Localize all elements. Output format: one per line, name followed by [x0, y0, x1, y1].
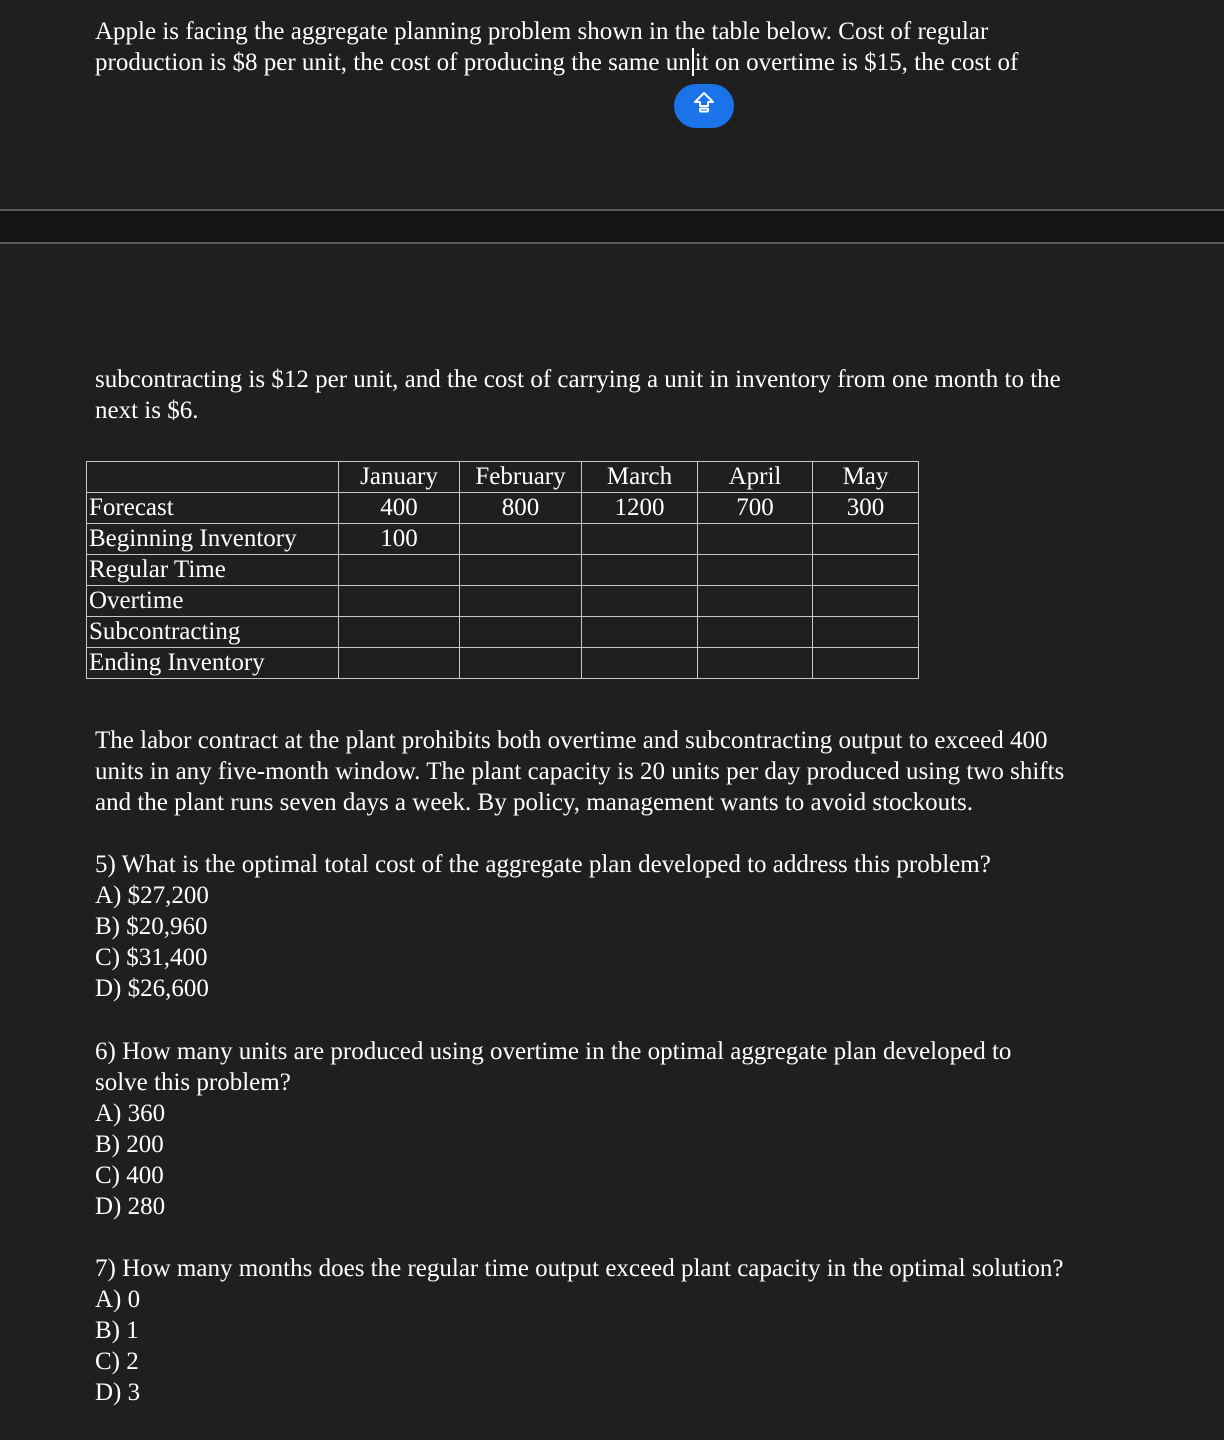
table-cell: 300: [813, 493, 919, 524]
intro-line-2-end: it on overtime is $15, the cost of: [694, 49, 1019, 76]
month-header: January: [339, 462, 460, 493]
table-cell: [582, 524, 698, 555]
intro-continued-line-2: next is $6.: [95, 397, 199, 424]
divider-band: [0, 209, 1224, 244]
table-row-ending-inventory: [87, 648, 919, 679]
table-cell: [339, 555, 460, 586]
question-6-option-a: A) 360: [95, 1100, 166, 1127]
question-5-option-a: A) $27,200: [95, 882, 209, 909]
table-cell: [813, 617, 919, 648]
table-cell: [813, 555, 919, 586]
table-row-subcontracting: [87, 617, 919, 648]
table-cell: [460, 617, 582, 648]
question-7-option-b: B) 1: [95, 1317, 139, 1344]
question-7-option-c: C) 2: [95, 1348, 139, 1375]
table-cell: [698, 524, 813, 555]
scroll-up-button[interactable]: [674, 84, 734, 128]
row-label: Subcontracting: [87, 617, 339, 648]
table-cell: [813, 586, 919, 617]
table-cell: 800: [460, 493, 582, 524]
table-cell: [582, 586, 698, 617]
constraints-line-3: and the plant runs seven days a week. By policy, management wants to avoid stockouts.: [95, 789, 974, 816]
table-cell: [460, 524, 582, 555]
row-label: Forecast: [87, 493, 339, 524]
month-header: March: [582, 462, 698, 493]
intro-paragraph-top: [95, 16, 1105, 78]
question-5: [95, 849, 1105, 1004]
intro-line-2[interactable]: [95, 47, 1105, 78]
constraints-line-1: The labor contract at the plant prohibits both overtime and subcontracting output to exceed 400: [95, 727, 1048, 754]
table-cell: [339, 586, 460, 617]
table-header-row: [87, 462, 919, 493]
table-cell: [698, 617, 813, 648]
question-7-text: 7) How many months does the regular time output exceed plant capacity in the optimal solution?: [95, 1255, 1064, 1282]
intro-line-2-start: production is $8 per unit, the cost of producing the same un: [95, 49, 691, 76]
row-label: Regular Time: [87, 555, 339, 586]
shift-up-arrow-icon: [692, 90, 716, 122]
table-cell: 400: [339, 493, 460, 524]
aggregate-plan-table: [86, 461, 919, 679]
month-header: May: [813, 462, 919, 493]
table-cell: [582, 617, 698, 648]
table-row-overtime: [87, 586, 919, 617]
intro-line-1: Apple is facing the aggregate planning problem shown in the table below. Cost of regular: [95, 18, 989, 45]
table-cell: [460, 555, 582, 586]
question-5-option-c: C) $31,400: [95, 944, 208, 971]
row-label: Ending Inventory: [87, 648, 339, 679]
table-cell: [813, 648, 919, 679]
question-6-option-d: D) 280: [95, 1193, 166, 1220]
table-row-forecast: [87, 493, 919, 524]
table-cell: [813, 524, 919, 555]
month-header: April: [698, 462, 813, 493]
table-corner-cell: [87, 462, 339, 493]
question-5-option-b: B) $20,960: [95, 913, 208, 940]
table-cell: [339, 617, 460, 648]
table-cell: [582, 555, 698, 586]
question-7-option-a: A) 0: [95, 1286, 141, 1313]
table-cell: 700: [698, 493, 813, 524]
table-cell: [339, 648, 460, 679]
question-7: [95, 1253, 1105, 1408]
question-6-text-line-2: solve this problem?: [95, 1069, 291, 1096]
table-cell: [460, 586, 582, 617]
constraints-paragraph: [95, 725, 1105, 818]
table-row-regular-time: [87, 555, 919, 586]
table-cell: 1200: [582, 493, 698, 524]
table-cell: [698, 648, 813, 679]
question-6-option-c: C) 400: [95, 1162, 164, 1189]
row-label: Beginning Inventory: [87, 524, 339, 555]
month-header: February: [460, 462, 582, 493]
intro-continued-line-1: subcontracting is $12 per unit, and the cost of carrying a unit in inventory from one month to the: [95, 366, 1061, 393]
question-7-option-d: D) 3: [95, 1379, 141, 1406]
question-5-text: 5) What is the optimal total cost of the aggregate plan developed to address this problem?: [95, 851, 991, 878]
question-6-option-b: B) 200: [95, 1131, 164, 1158]
text-cursor: [692, 48, 694, 76]
question-6-text-line-1: 6) How many units are produced using overtime in the optimal aggregate plan developed to: [95, 1038, 1012, 1065]
intro-paragraph-continued: [95, 364, 1105, 426]
table-cell: [698, 555, 813, 586]
question-6: [95, 1036, 1105, 1222]
table-cell: [698, 586, 813, 617]
question-5-option-d: D) $26,600: [95, 975, 209, 1002]
table-row-beginning-inventory: [87, 524, 919, 555]
table-cell: [582, 648, 698, 679]
table-cell: 100: [339, 524, 460, 555]
constraints-line-2: units in any five-month window. The plant capacity is 20 units per day produced using two shifts: [95, 758, 1065, 785]
table-cell: [460, 648, 582, 679]
row-label: Overtime: [87, 586, 339, 617]
